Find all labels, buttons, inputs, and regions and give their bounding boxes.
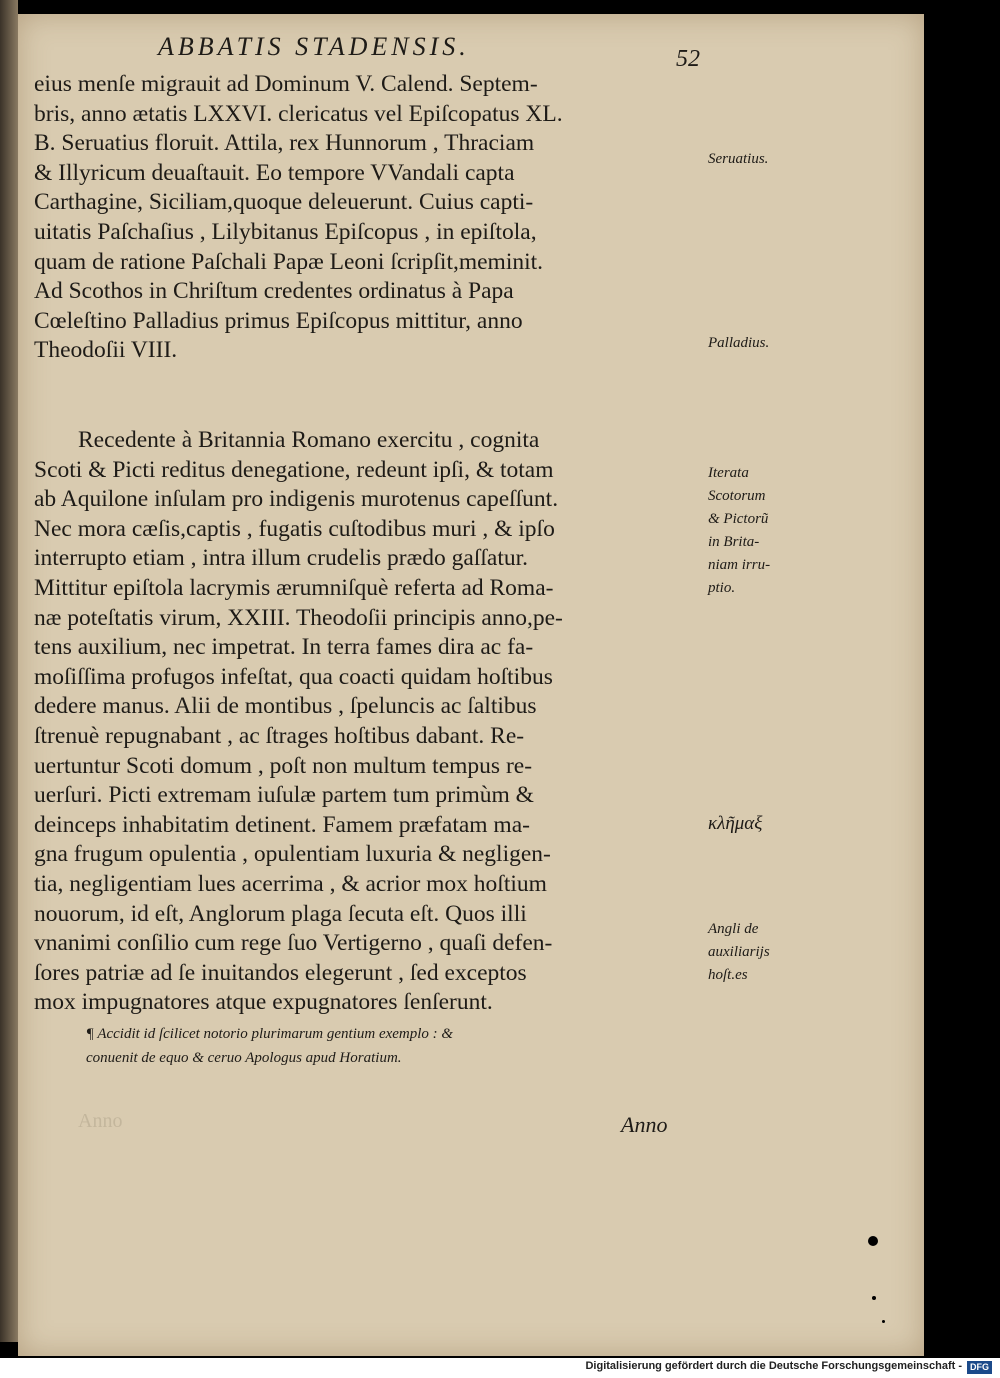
paragraph-1	[34, 70, 714, 366]
text-line: ſores patriæ ad ſe inuitandos elegerunt , ſed exceptos	[34, 959, 527, 986]
margin-line: Angli de	[708, 921, 759, 937]
text-line: interrupto etiam , intra illum crudelis prædo gaſſatur.	[34, 545, 529, 572]
margin-note-angli	[708, 918, 826, 987]
margin-line: Palladius.	[708, 335, 770, 351]
margin-line: niam irru-	[708, 557, 771, 573]
ink-spot	[868, 1236, 878, 1246]
text-line: Nec mora cæſis,captis , fugatis cuſtodibus muri , & ipſo	[34, 515, 555, 542]
margin-line: in Brita-	[708, 534, 760, 550]
margin-line: Scotorum	[708, 488, 766, 504]
margin-line: auxiliarijs	[708, 944, 770, 960]
margin-line: ptio.	[708, 580, 736, 596]
text-line: uerſuri. Picti extremam iuſulæ partem tum primùm &	[34, 782, 534, 809]
text-line: Recedente à Britannia Romano exercitu , cognita	[78, 427, 540, 453]
text-line: Cœleſtino Palladius primus Epiſcopus mittitur, anno	[34, 307, 523, 334]
margin-line: Iterata	[708, 465, 749, 481]
margin-note-seruatius	[708, 148, 826, 171]
page-edge	[0, 0, 18, 1342]
text-line: mox impugnatores atque expugnatores ſenſerunt.	[34, 989, 493, 1016]
text-line: uitatis Paſchaſius , Lilybitanus Epiſcopus , in epiſtola,	[34, 218, 537, 245]
text-line: eius menſe migrauit ad Dominum V. Calend. Septem-	[34, 71, 538, 97]
margin-note-palladius	[708, 332, 826, 355]
text-line: moſiſſima profugos infeſtat, qua coacti quidam hoſtibus	[34, 663, 553, 690]
text-line: & Illyricum deuaſtauit. Eo tempore VVandali capta	[34, 159, 515, 186]
footnote-line: ¶ Accidit id ſcilicet notorio plurimarum gentium exemplo : &	[86, 1026, 454, 1042]
footnote	[86, 1022, 726, 1070]
margin-line: & Pictorũ	[708, 511, 769, 527]
text-line: Theodoſii VIII.	[34, 337, 178, 364]
text-line: vnanimi conſilio cum rege ſuo Vertigerno , quaſi defen-	[34, 930, 553, 957]
text-line: gna frugum opulentia , opulentiam luxuria & negligen-	[34, 841, 551, 868]
page-number: 52	[676, 46, 700, 72]
text-line: Mittitur epiſtola lacrymis ærumniſquè referta ad Roma-	[34, 574, 554, 601]
margin-line: hoſt.es	[708, 967, 748, 983]
footnote-line: conuenit de equo & ceruo Apologus apud Horatium.	[86, 1050, 402, 1066]
text-line: quam de ratione Paſchali Papæ Leoni ſcripſit,meminit.	[34, 248, 544, 275]
text-line: deinceps inhabitatim detinent. Famem præfatam ma-	[34, 811, 530, 838]
ink-spot	[882, 1320, 885, 1323]
paragraph-2	[34, 426, 714, 1018]
running-header: ABBATIS STADENSIS.	[158, 32, 470, 61]
margin-note-greek	[708, 812, 826, 835]
text-line: tens auxilium, nec impetrat. In terra fames dira ac fa-	[34, 634, 534, 661]
text-line: Ad Scothos in Chriſtum credentes ordinatus à Papa	[34, 278, 514, 305]
catchword: Anno	[621, 1112, 668, 1137]
text-line: ſtrenuè repugnabant , ac ſtrages hoſtibus dabant. Re-	[34, 722, 525, 749]
credit-text: Digitalisierung gefördert durch die Deutsche Forschungsgemeinschaft -	[585, 1360, 962, 1372]
text-line: Carthagine, Siciliam,quoque deleuerunt. Cuius capti-	[34, 189, 534, 216]
text-line: B. Seruatius floruit. Attila, rex Hunnorum , Thraciam	[34, 130, 535, 157]
margin-line: κλῆμαξ	[708, 813, 763, 834]
book-page	[18, 14, 924, 1356]
credit-bar	[0, 1358, 1000, 1378]
text-line: tia, negligentiam lues acerrima , & acrior mox hoſtium	[34, 870, 547, 897]
text-line: dedere manus. Alii de montibus , ſpeluncis ac ſaltibus	[34, 693, 537, 720]
text-line: nouorum, id eſt, Anglorum plaga ſecuta eſt. Quos illi	[34, 900, 527, 927]
bleed-through-text: Anno	[78, 1110, 123, 1132]
margin-line: Seruatius.	[708, 151, 769, 167]
text-line: uertuntur Scoti domum , poſt non multum tempus re-	[34, 752, 533, 779]
text-line: næ poteſtatis virum, XXIII. Theodoſii principis anno,pe-	[34, 604, 563, 631]
text-line: ab Aquilone inſulam pro indigenis murotenus capeſſunt.	[34, 486, 559, 513]
dfg-logo-icon: DFG	[967, 1361, 992, 1374]
text-line: bris, anno ætatis LXXVI. clericatus vel Epiſcopatus XL.	[34, 100, 563, 127]
text-line: Scoti & Picti reditus denegatione, redeunt ipſi, & totam	[34, 456, 554, 483]
margin-note-iterata	[708, 462, 826, 600]
ink-spot	[872, 1296, 876, 1300]
